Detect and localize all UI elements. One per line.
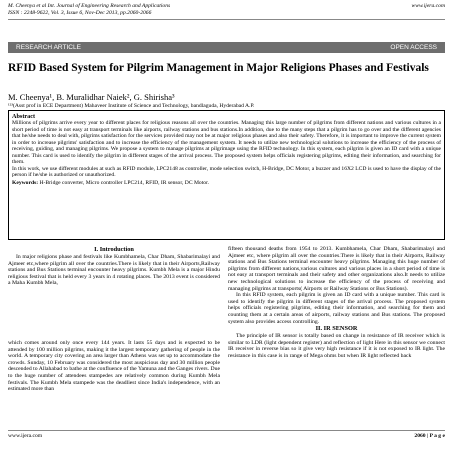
header-divider	[8, 19, 445, 20]
right-paragraph-2: In this RFID system, each pilgrim is given an ID card with a unique number. This card is used to identify the pilgrim in different stages of the arrival process. The proposed system helps officials registering pilgrims, editing their information, and searching for them and counting them at a certain areas of airports, railway stations and Bus stations. The proposed system also provides access controlling.	[228, 292, 445, 325]
abstract-box	[8, 110, 445, 240]
right-column	[228, 246, 445, 360]
page-number: 2060 | P a g e	[414, 433, 445, 439]
issn-line: ISSN : 2248-9622, Vol. 3, Issue 6, Nov-Dec 2013, pp.2060-2066	[8, 10, 152, 16]
intro-paragraph-2: which comes around only once every 144 years. It lasts 55 days and is expected to be attended by 100 million pilgrims, making it the largest temporary gathering of people in the world. A temporary city covering an area larger than Athens was set up to accommodate the crowds. Sunday, 10 February was considered the most auspicious day and 30 million people descended to Allahabad to bathe at the confluence of the Yamuna and the Ganges rivers. Due to the huge number of attendees stampedes are relatively common during Kumbh Mela festivals. The Kumbh Mela stampede was the deadliest since India's independence, with an estimated more than	[8, 339, 220, 393]
section-ir-sensor-heading: II. IR SENSOR	[315, 325, 358, 333]
keywords-text: H-Bridge converter, Micro controller LPC214, RFID, IR sensor, DC Motor.	[39, 179, 210, 186]
journal-header	[8, 3, 445, 17]
paper-affiliation: ¹²³(Asst prof in ECE Department) Mahaveer Institute of Science and Technology, bandlaguda, Hyderabad A.P.	[8, 103, 255, 109]
ir-sensor-paragraph: The principle of IR sensor is totally based on change in resistance of IR receiver which is similar to LDR (light dependent register) and reflection of light Here in this sensor we connect IR receiver in reverse bias so it give very high resistance if it is not exposed to IR light. The resistance in this case is in range of Mega ohms but when IR light reflected back	[228, 333, 445, 359]
article-banner	[8, 42, 445, 53]
footer-divider	[8, 430, 445, 431]
intro-paragraph-1: In major religions phase and festivals like Kumbhamela, Char Dham, Shabarimalayi and Ajmeer etc,where pilgrim all over the countries.There is likely that in their Airports,Railway stations and Bus Stations terminal encounter heavy pilgrims. Kumbh Mela is a major Hindu religious festival that is held every 3 years in 4 rotating places. The 2013 event is considered a Maha Kumbh Mela,	[8, 254, 220, 287]
banner-research-article: RESEARCH ARTICLE	[16, 44, 81, 51]
footer-site-link[interactable]: www.ijera.com	[8, 433, 43, 439]
figure-placeholder	[8, 287, 220, 340]
keywords-label: Keywords:	[12, 179, 39, 186]
abstract-text-2: In this work, we use different modules at such as RFID module, LPC2148 as controller, mode selection switch, H-Bridge, DC Motor, a buzzer and 16X2 LCD is used to have the display of the person if he/she is authorized or unauthorized.	[12, 165, 441, 179]
left-column	[8, 246, 220, 393]
banner-open-access: OPEN ACCESS	[390, 44, 437, 51]
paper-title: RFID Based System for Pilgrim Management in Major Religions Phases and Festivals	[8, 62, 429, 74]
keywords	[12, 180, 441, 187]
right-paragraph-1: fifteen thousand deaths from 1954 to 2013. Kumbhamela, Char Dham, Shabarimalayi and Ajmeer etc, where pilgrim all over the countries.There is likely that in their Airports, Railway stations and Bus Stations terminal encounter heavy pilgrims. Managing this huge number of pilgrims from different nations,various cultures and various places in a short period of time is not easy at transport terminals and their safety and other organizations also.It needs to utilize new technological solutions to increase the efficiency of the process of receiving and managing pilgrims at transports( Airports or Railway Stations or Bus Stations).	[228, 246, 445, 292]
abstract-label: Abstract	[12, 113, 36, 120]
section-introduction-heading: I. Introduction	[94, 246, 134, 253]
paper-authors: M. Cheenya¹, B. Muralidhar Naiek², G. Shirisha³	[8, 92, 175, 102]
journal-line: M. Cheenya et al Int. Journal of Engineering Research and Applications	[8, 3, 171, 9]
abstract-text: Millions of pilgrims arrive every year to different places for religious reasons all over the countries. Managing this large number of pilgrims from different nations and various cultures in a short period of time is not easy at transport terminals like airports, railway stations and bus stations.In addition, due to the many steps that a pilgrim has to go over and the different agencies that he/she needs to deal with, pilgrims satisfaction for the services provided may not be at major religious phases and also their safety. Therefore, it is important to improve the current system in order to increase pilgrims' satisfaction and to increase the efficiency of the management system. It needs to utilize new technological solutions to increase the efficiency of the process of receiving, guiding, and managing pilgrims. We propose a system to manage pilgrims at pilgrimage using the RFID technology. In this system, each pilgrim is given an ID card with a unique number. This card is used to identify the pilgrim in different stages of the arrival process. The proposed system helps officials registering pilgrims, editing their information, and searching for them.	[12, 120, 441, 166]
header-site-link[interactable]: www.ijera.com	[411, 3, 445, 9]
page-footer	[8, 433, 445, 440]
